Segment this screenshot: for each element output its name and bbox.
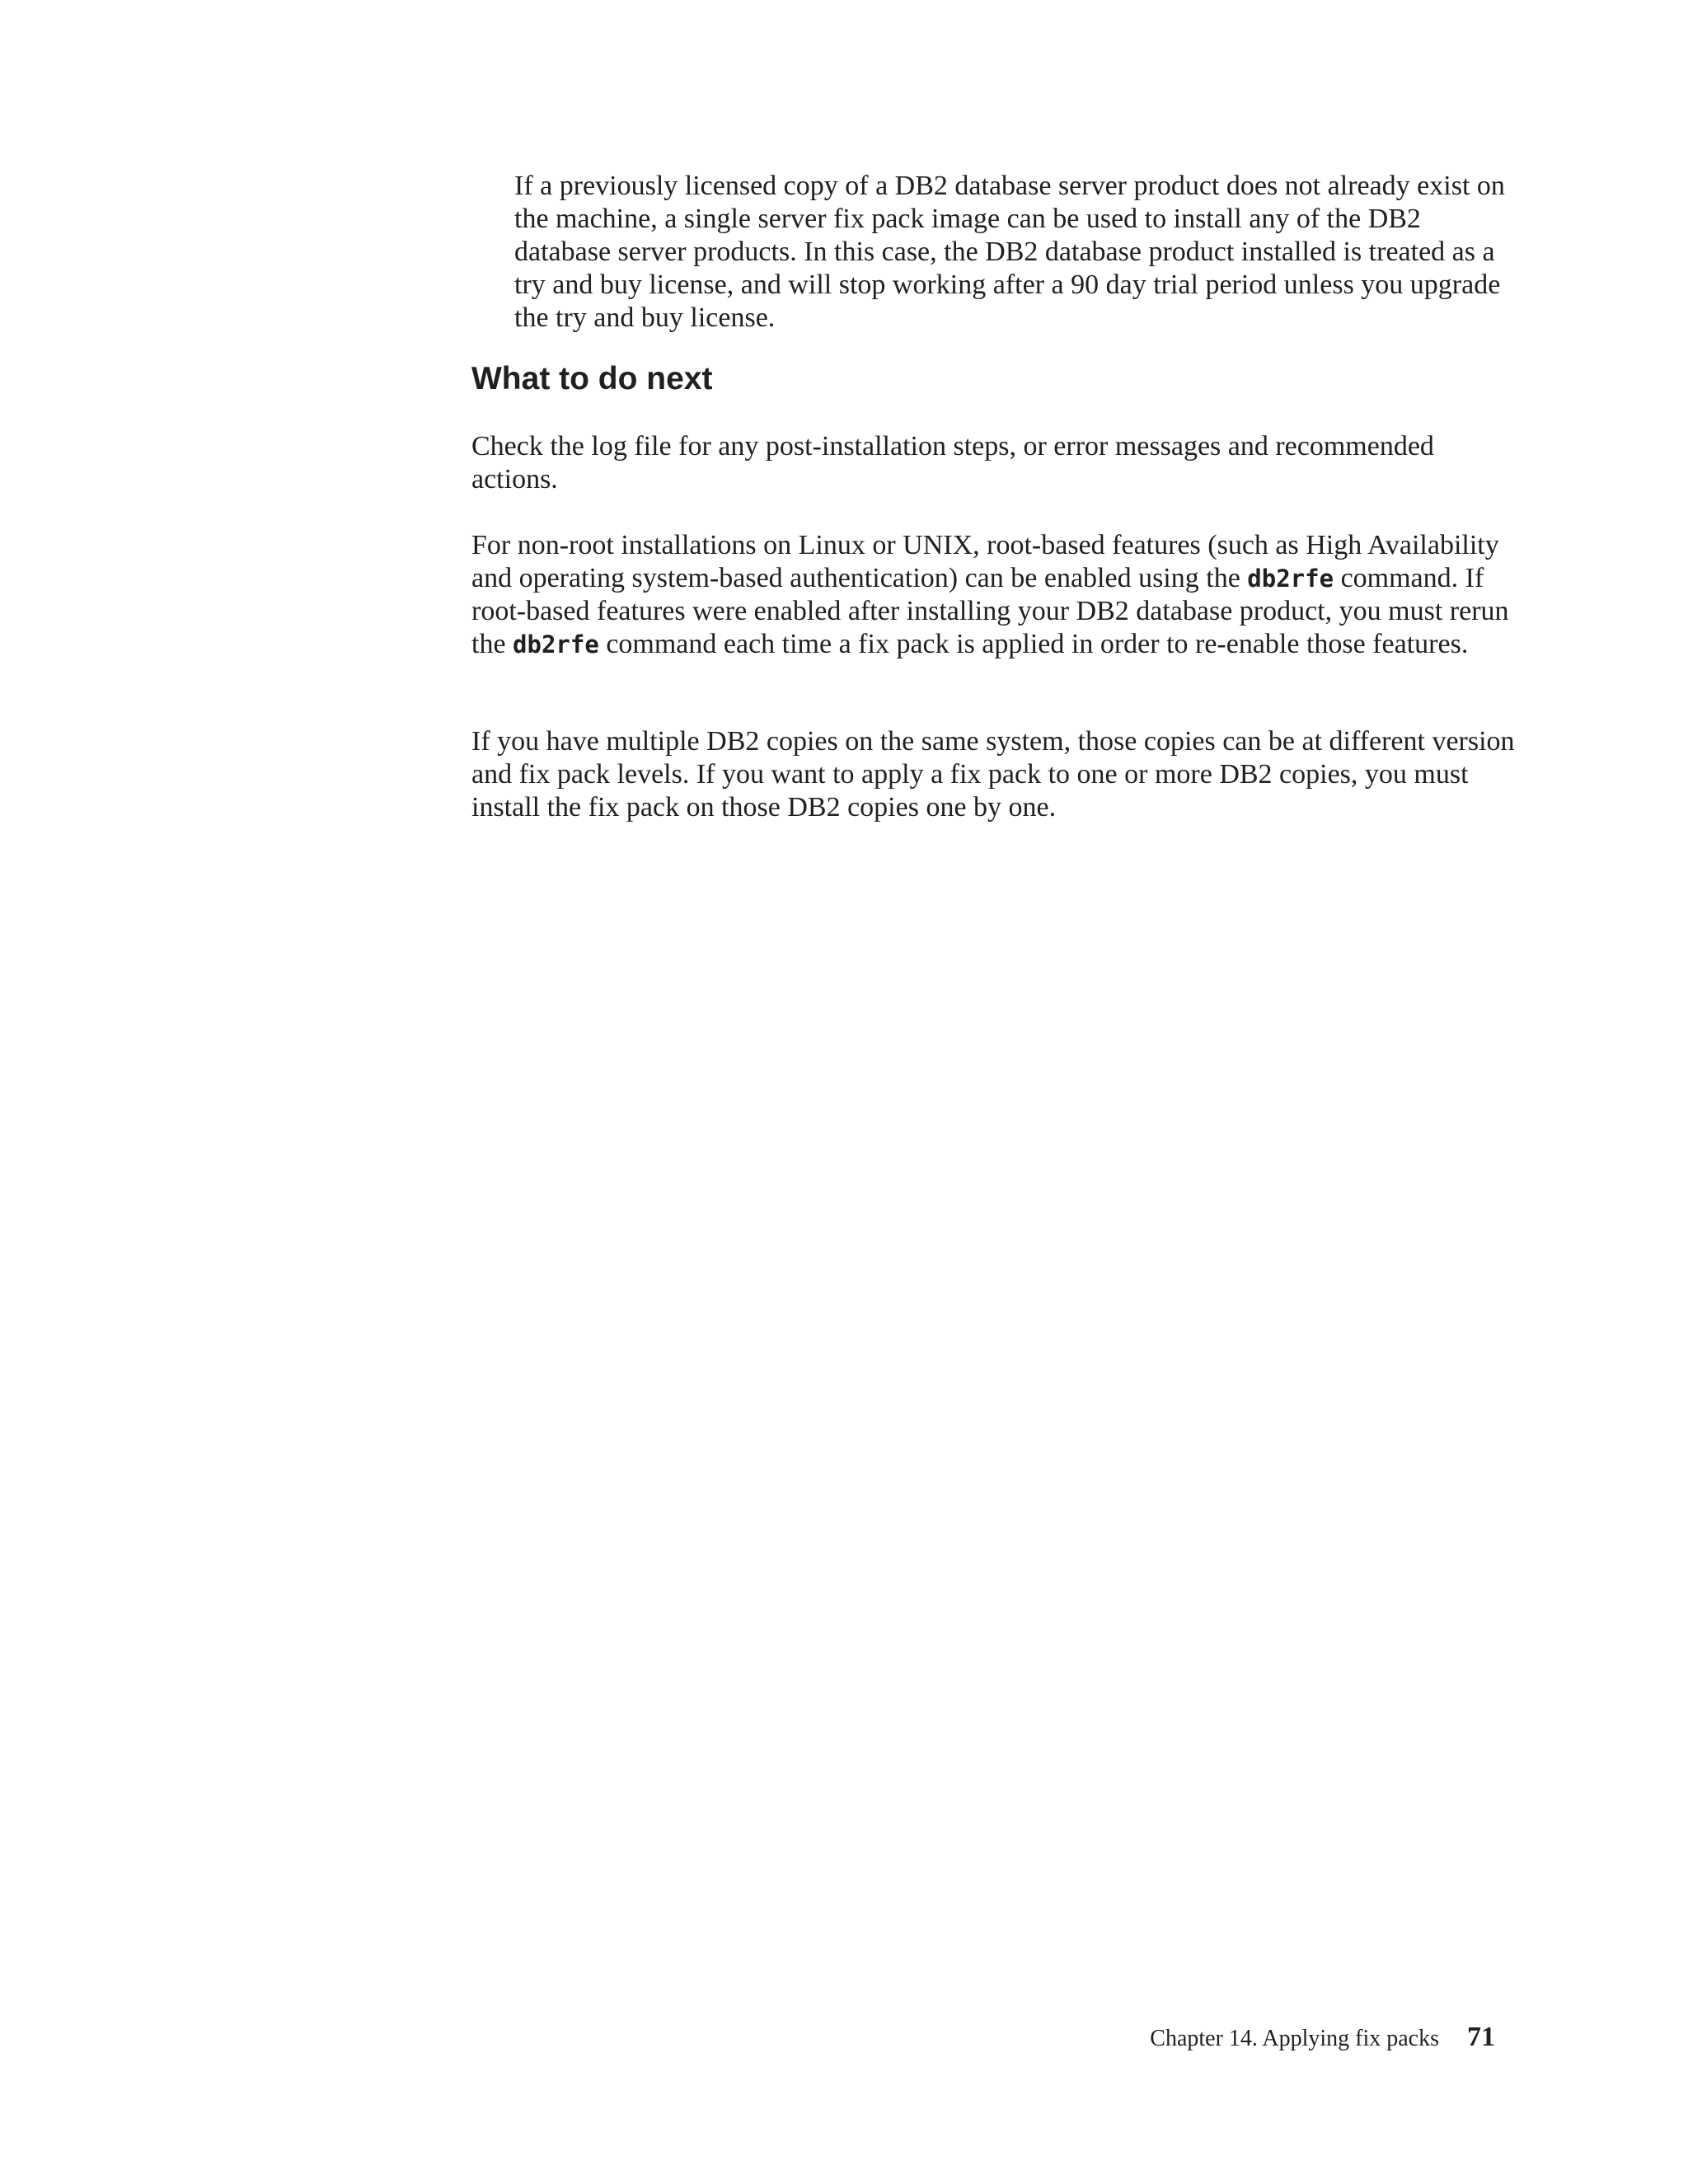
multiple-copies-paragraph: If you have multiple DB2 copies on the same system, those copies can be at different version and fix pack levels. If you want to apply a fix pack to one or more DB2 copies, you must install the fix pack on those DB2 copies one by one. — [471, 726, 1515, 823]
non-root-text-part3: command each time a fix pack is applied in order to re-enable those features. — [598, 629, 1469, 659]
db2rfe-command: db2rfe — [1247, 565, 1334, 593]
page-number: 71 — [1467, 2022, 1495, 2052]
db2rfe-command: db2rfe — [513, 630, 599, 658]
page-footer — [1150, 2021, 1495, 2055]
non-root-text-part1: For non-root installations on Linux or UNIX, root-based features (such as High Availability and operating system-based authentication) can be enabled using the — [471, 530, 1499, 593]
chapter-title: Chapter 14. Applying fix packs — [1150, 2026, 1439, 2051]
log-file-paragraph: Check the log file for any post-installation steps, or error messages and recommended actions. — [471, 431, 1434, 494]
section-heading: What to do next — [471, 361, 713, 396]
non-root-paragraph — [471, 529, 1515, 661]
try-and-buy-note: If a previously licensed copy of a DB2 database server product does not already exist on the machine, a single server fix pack image can be used to install any of the DB2 database server products. In this case, the DB2 database product installed is treated as a try and buy license, and will stop working after a 90 day trial period unless you upgrade the try and buy license. — [514, 171, 1505, 333]
non-root-text-part2: command. If root-based features were enabled after installing your DB2 database product, you must rerun the — [471, 563, 1509, 659]
